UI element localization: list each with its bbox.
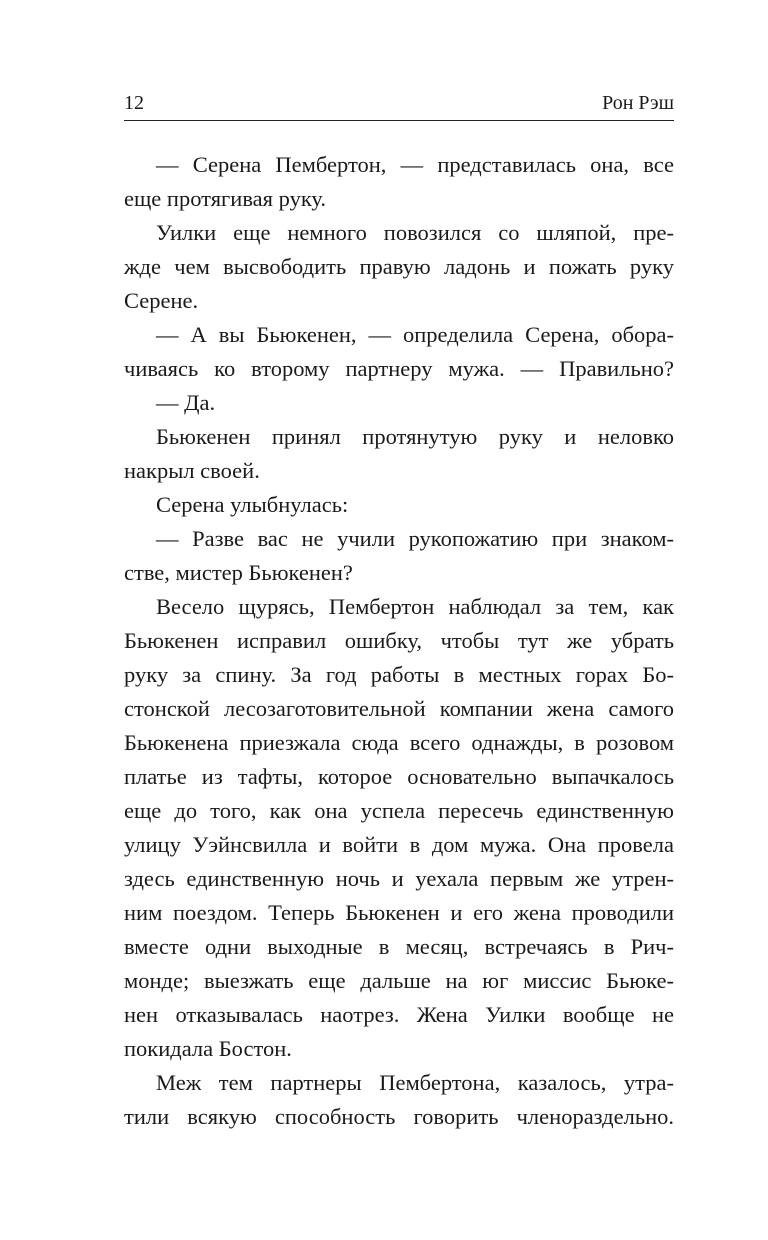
- text-line: — Да.: [156, 390, 216, 415]
- page-header: [124, 90, 674, 121]
- text-line: — Серена Пембертон, — представилась она, все: [156, 152, 674, 177]
- text-line: Серене.: [124, 288, 199, 313]
- text-line: тили всякую способность говорить членораздельно.: [124, 1104, 674, 1129]
- page-number: 12: [124, 92, 144, 114]
- text-line: Бьюкенен принял протянутую руку и неловко: [156, 424, 674, 449]
- text-line: платье из тафты, которое основательно выпачкалось: [124, 764, 674, 789]
- text-line: — А вы Бьюкенен, — определила Серена, обора-: [156, 322, 674, 347]
- text-line: Весело щурясь, Пембертон наблюдал за тем, как: [156, 594, 674, 619]
- running-head-author: Рон Рэш: [602, 92, 674, 114]
- text-line: еще протягивая руку.: [124, 186, 327, 211]
- text-line: Серена улыбнулась:: [156, 492, 349, 517]
- text-line: Бьюкенен исправил ошибку, чтобы тут же убрать: [124, 628, 674, 653]
- text-line: монде; выезжать еще дальше на юг миссис Бьюке-: [124, 968, 674, 993]
- text-line: вместе одни выходные в месяц, встречаясь в Рич-: [124, 934, 674, 959]
- text-line: нен отказывалась наотрез. Жена Уилки вообще не: [124, 1002, 674, 1027]
- text-line: Уилки еще немного повозился со шляпой, пре-: [156, 220, 674, 245]
- text-line: руку за спину. За год работы в местных горах Бо-: [124, 662, 674, 687]
- text-line: еще до того, как она успела пересечь единственную: [124, 798, 674, 823]
- text-line: улицу Уэйнсвилла и войти в дом мужа. Она провела: [124, 832, 674, 857]
- text-line: стве, мистер Бьюкенен?: [124, 560, 353, 585]
- text-line: Бьюкенена приезжала сюда всего однажды, в розовом: [124, 730, 674, 755]
- text-line: — Разве вас не учили рукопожатию при знаком-: [156, 526, 674, 551]
- text-line: стонской лесозаготовительной компании жена самого: [124, 696, 674, 721]
- text-line: здесь единственную ночь и уехала первым же утрен-: [124, 866, 674, 891]
- text-line: ним поездом. Теперь Бьюкенен и его жена проводили: [124, 900, 674, 925]
- text-line: жде чем высвободить правую ладонь и пожать руку: [124, 254, 674, 279]
- text-line: чиваясь ко второму партнеру мужа. — Правильно?: [124, 356, 674, 381]
- body-text: [124, 148, 674, 1134]
- text-line: накрыл своей.: [124, 458, 260, 483]
- text-line: Меж тем партнеры Пембертона, казалось, утра-: [156, 1070, 674, 1095]
- text-line: покидала Бостон.: [124, 1036, 292, 1061]
